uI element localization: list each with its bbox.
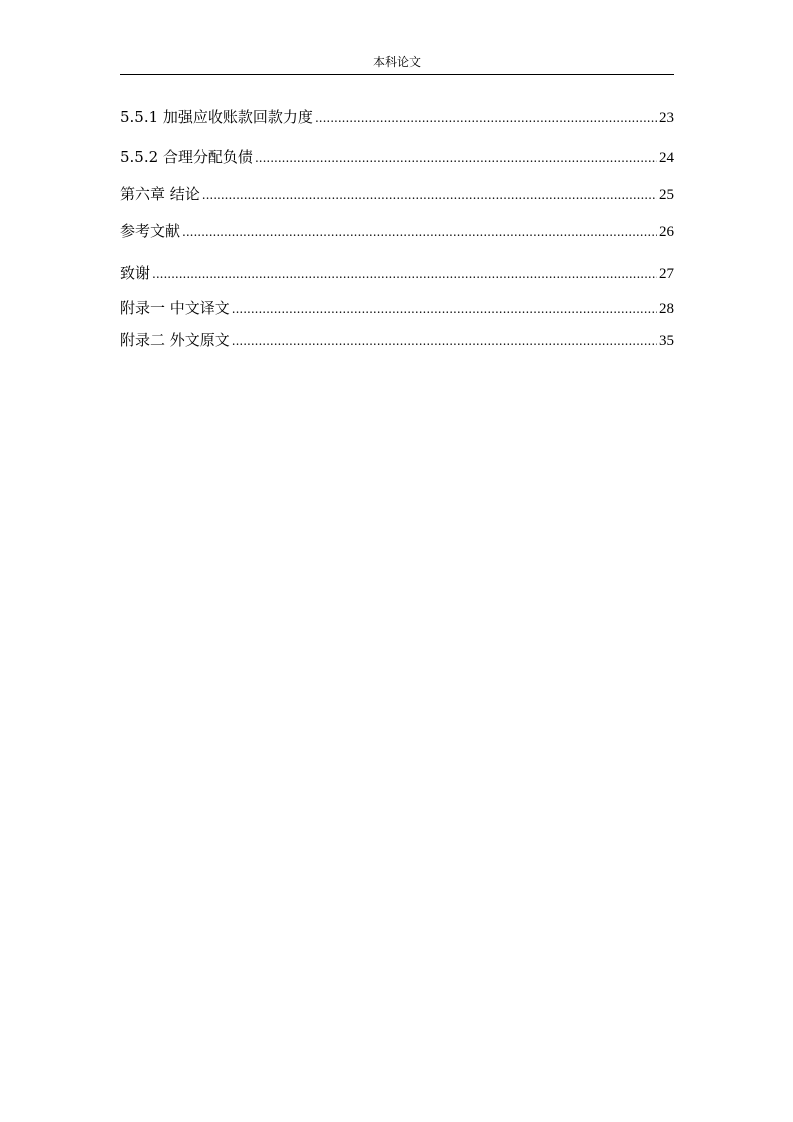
- toc-entry-appendix-2[interactable]: [120, 329, 674, 351]
- toc-dot-leader: [152, 263, 657, 285]
- toc-entry-page: 27: [659, 266, 674, 282]
- toc-entry-title: 致谢: [120, 264, 151, 282]
- toc-entry-title: 附录一 中文译文: [120, 299, 230, 317]
- toc-dot-leader: [232, 330, 657, 352]
- toc-entry-page: 26: [659, 224, 674, 240]
- toc-entry-5-5-1[interactable]: [120, 106, 674, 128]
- toc-dot-leader: [182, 221, 657, 243]
- toc-entry-page: 25: [659, 187, 674, 203]
- toc-entry-page: 28: [659, 301, 674, 317]
- toc-dot-leader: [315, 107, 657, 129]
- toc-dot-leader: [202, 184, 657, 206]
- toc-entry-page: 24: [659, 150, 674, 166]
- toc-entry-title: 5.5.2 合理分配负债: [120, 148, 253, 166]
- toc-dot-leader: [232, 298, 657, 320]
- toc-entry-title: 第六章 结论: [120, 185, 200, 203]
- page-header: [120, 52, 674, 75]
- toc-entry-references[interactable]: [120, 220, 674, 242]
- toc-entry-acknowledgements[interactable]: [120, 262, 674, 284]
- toc-entry-page: 35: [659, 333, 674, 349]
- header-title: 本科论文: [372, 55, 421, 69]
- toc-entry-title: 参考文献: [120, 222, 181, 240]
- toc-entry-title: 附录二 外文原文: [120, 331, 230, 349]
- toc-entry-appendix-1[interactable]: [120, 297, 674, 319]
- toc-entry-5-5-2[interactable]: [120, 146, 674, 168]
- toc-entry-chapter-6[interactable]: [120, 183, 674, 205]
- toc-dot-leader: [255, 147, 657, 169]
- toc-entry-title: 5.5.1 加强应收账款回款力度: [120, 108, 313, 126]
- toc-entry-page: 23: [659, 110, 674, 126]
